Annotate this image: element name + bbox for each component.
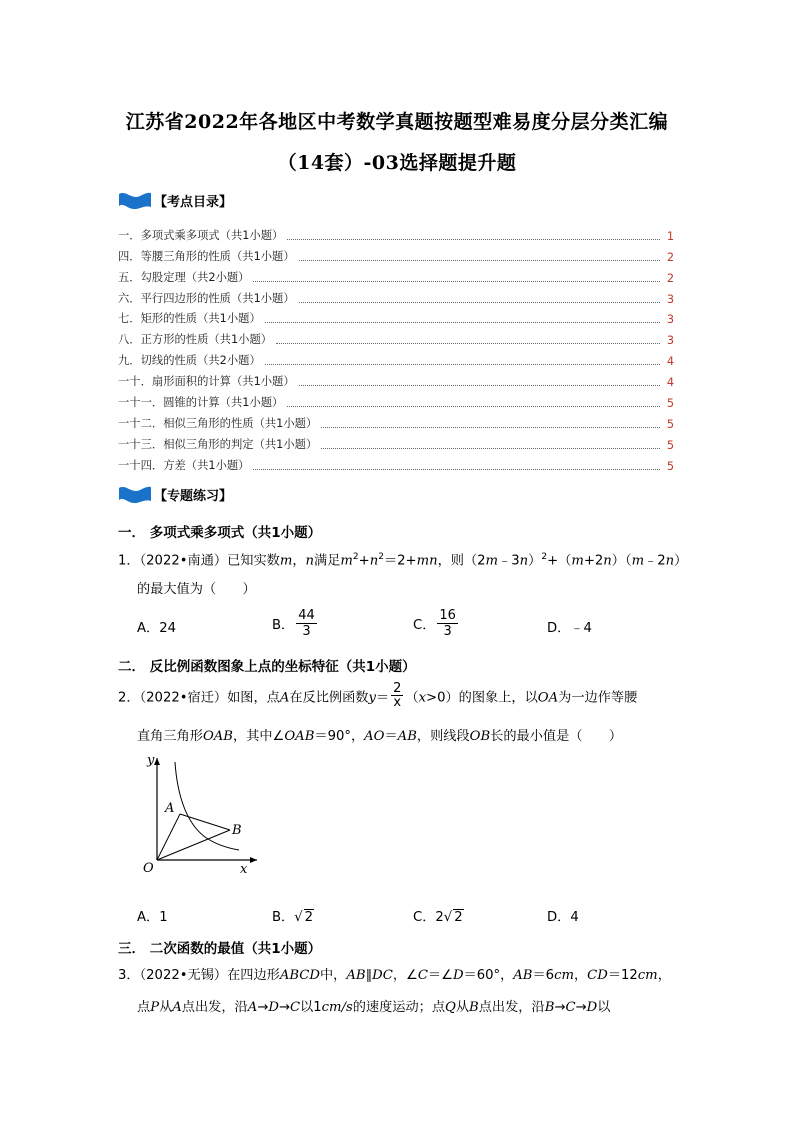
choice-c[interactable]: C． $\frac{16}{3}$ (413, 608, 456, 639)
toc-item[interactable]: 四．等腰三角形的性质（共1小题） 2 (118, 249, 674, 264)
section-heading: 三． 二次函数的最值（共1小题） (118, 941, 322, 957)
document-title-line1: 江苏省2022年各地区中考数学真题按题型难易度分层分类汇编 (125, 111, 669, 133)
toc-heading (118, 189, 232, 211)
practice-heading-label: 【专题练习】 (154, 488, 233, 504)
toc-item[interactable]: 五．勾股定理（共2小题） 2 (118, 270, 674, 285)
choice-a[interactable]: A．1 (137, 910, 168, 925)
question-1-line1: 1．（2022•南通）已知实数m，n满足$m^2+n^2=2+mn$，则（2m﹣3n）$^2$+（m+2n）（m﹣2n） (118, 552, 688, 569)
toc-heading-label: 【考点目录】 (154, 194, 233, 210)
segment-ab (180, 814, 230, 830)
choice-b[interactable]: B．√ 2 (272, 910, 314, 925)
toc-item[interactable]: 九．切线的性质（共2小题） 4 (118, 354, 674, 369)
question-2-line2: 直角三角形OAB，其中∠OAB＝90°，AO＝AB，则线段OB长的最小值是（ ） (137, 729, 623, 744)
toc-item[interactable]: 一十三．相似三角形的判定（共1小题） 5 (118, 437, 674, 452)
flag-icon (118, 484, 152, 504)
hyperbola-curve (175, 762, 239, 850)
practice-heading (118, 483, 232, 505)
toc-item[interactable]: 一十一．圆锥的计算（共1小题） 5 (118, 396, 674, 411)
flag-icon (118, 190, 152, 210)
y-axis-arrow (154, 758, 160, 765)
toc-item[interactable]: 八．正方形的性质（共1小题） 3 (118, 333, 674, 348)
question-3-line1: 3．（2022•无锡）在四边形ABCD中，AB∥DC，∠C＝∠D＝60°，AB＝6cm，CD＝12cm， (118, 968, 671, 983)
toc-item[interactable]: 一．多项式乘多项式（共1小题） 1 (118, 228, 674, 243)
table-of-contents (118, 222, 674, 473)
choice-c[interactable]: C．2√ 2 (413, 910, 463, 925)
question-3-line2: 点P从A点出发，沿A→D→C以1cm/s的速度运动；点Q从B点出发，沿B→C→D以 (137, 1000, 611, 1015)
label-y: y (147, 753, 155, 768)
toc-item[interactable]: 一十二．相似三角形的性质（共1小题） 5 (118, 416, 674, 431)
toc-item[interactable]: 一十四．方差（共1小题） 5 (118, 458, 674, 473)
document-title-line2: （14套）-03选择题提升题 (277, 152, 517, 174)
question-2-line1: 2．（2022•宿迁）如图，点A在反比例函数y＝ $\frac{2}{x}$ （x>0）的图象上，以OA为一边作等腰 (118, 681, 638, 710)
question-1-line2: 的最大值为（ ） (137, 582, 256, 597)
choice-d[interactable]: D．﹣4 (547, 621, 592, 636)
label-x: x (240, 862, 248, 877)
label-o: O (143, 861, 154, 876)
segment-oa (157, 814, 180, 860)
toc-item[interactable]: 一十．扇形面积的计算（共1小题） 4 (118, 375, 674, 390)
label-b: B (232, 823, 242, 838)
section-heading: 二． 反比例函数图象上点的坐标特征（共1小题） (118, 659, 416, 675)
choice-b[interactable]: B． $\frac{44}{3}$ (272, 608, 315, 639)
section-heading: 一． 多项式乘多项式（共1小题） (118, 525, 322, 541)
choice-a[interactable]: A．24 (137, 621, 176, 636)
toc-item[interactable]: 七．矩形的性质（共1小题） 3 (118, 312, 674, 327)
x-axis-arrow (250, 857, 257, 863)
question-2-figure (135, 752, 265, 877)
choice-d[interactable]: D．4 (547, 910, 579, 925)
label-a: A (165, 801, 175, 816)
toc-item[interactable]: 六．平行四边形的性质（共1小题） 3 (118, 291, 674, 306)
